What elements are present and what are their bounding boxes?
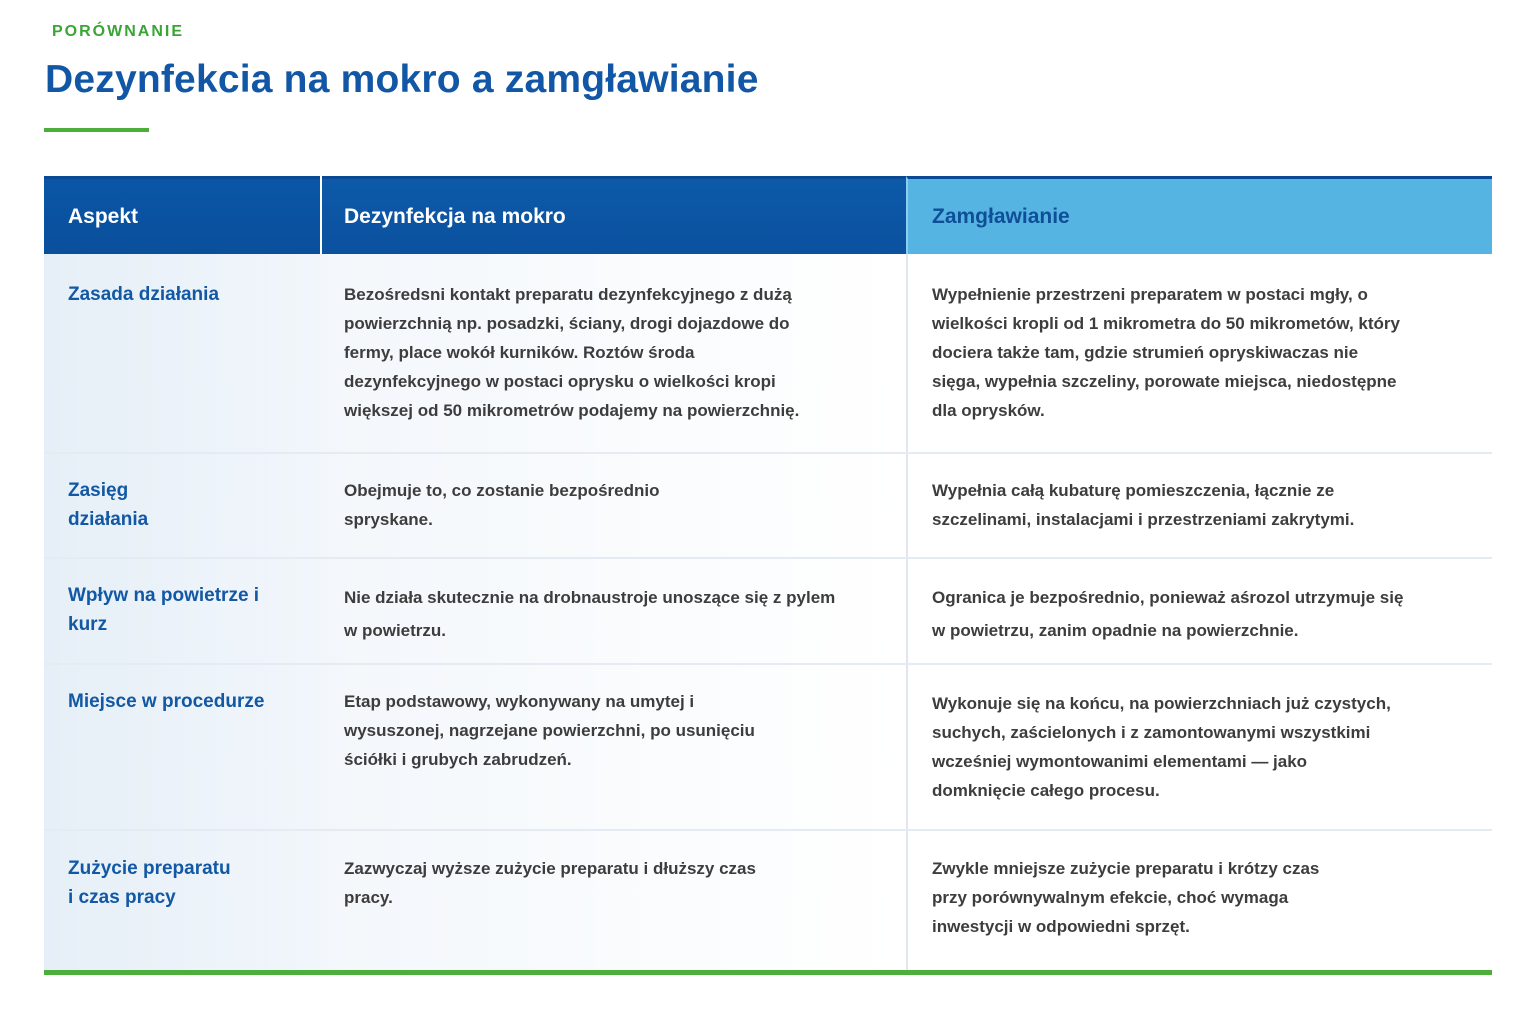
table-row	[44, 831, 1492, 970]
table-bottom-rule	[44, 970, 1492, 975]
row-aspect: Zasięg działania	[44, 454, 320, 557]
row-wet-cell: Zazwyczaj wyższe zużycie preparatu i dłuższy czas pracy.	[320, 831, 906, 970]
row-fog-cell: Zwykle mniejsze zużycie preparatu i krótzy czas przy porównywalnym efekcie, choć wymaga inwestycji w odpowiedni sprzęt.	[906, 831, 1492, 970]
row-wet-cell: Bezośredsni kontakt preparatu dezynfekcyjnego z dużą powierzchnią np. posadzki, ściany, drogi dojazdowe do fermy, place wokół kurników. Roztów środa dezynfekcyjnego w postaci oprysku o wielkości kropi większej od 50 mikrometrów podajemy na powierzchnię.	[320, 254, 906, 452]
title-underline	[44, 128, 149, 132]
row-fog-cell: Wykonuje się na końcu, na powierzchniach już czystych, suchych, zaścielonych i z zamontowanymi wszystkimi wcześniej wymontowanimi elementami — jako domknięcie całego procesu.	[906, 665, 1492, 829]
row-fog-cell: Wypełnienie przestrzeni preparatem w postaci mgły, o wielkości kropli od 1 mikrometra do 50 mikrometów, który dociera także tam, gdzie strumień opryskiwaczas nie sięga, wypełnia szczeliny, porowate miejsca, niedostępne dla oprysków.	[906, 254, 1492, 452]
column-header-aspekt	[44, 176, 320, 254]
column-header-fogging	[906, 176, 1492, 254]
eyebrow-label: PORÓWNANIE	[52, 23, 184, 40]
row-fog-cell: Wypełnia całą kubaturę pomieszczenia, łącznie ze szczelinami, instalacjami i przestrzeniami zakrytymi.	[906, 454, 1492, 557]
row-aspect: Zużycie preparatu i czas pracy	[44, 831, 320, 970]
row-fog-cell: Ogranica je bezpośrednio, ponieważ aśrozol utrzymuje się w powietrzu, zanim opadnie na powierzchnie.	[906, 559, 1492, 663]
comparison-table	[44, 176, 1492, 976]
table-row	[44, 665, 1492, 829]
column-header-aspekt-label: Aspekt	[68, 204, 139, 228]
row-aspect: Miejsce w procedurze	[44, 665, 320, 829]
column-header-wet-label: Dezynfekcja na mokro	[344, 204, 566, 228]
table-row	[44, 454, 1492, 557]
column-header-wet-disinfection	[322, 176, 906, 254]
table-header	[44, 176, 1492, 254]
row-aspect: Zasada działania	[44, 254, 320, 452]
table-row	[44, 254, 1492, 452]
column-header-fog-label: Zamgławianie	[932, 204, 1070, 228]
table-row	[44, 559, 1492, 663]
row-aspect: Wpływ na powietrze i kurz	[44, 559, 320, 663]
row-wet-cell: Etap podstawowy, wykonywany na umytej i wysuszonej, nagrzejane powierzchni, po usunięciu ściółki i grubych zabrudzeń.	[320, 665, 906, 829]
row-wet-cell: Nie działa skutecznie na drobnaustroje unoszące się z pylem w powietrzu.	[320, 559, 906, 663]
row-wet-cell: Obejmuje to, co zostanie bezpośrednio spryskane.	[320, 454, 906, 557]
page-title: Dezynfekcia na mokro a zamgławianie	[45, 58, 759, 101]
